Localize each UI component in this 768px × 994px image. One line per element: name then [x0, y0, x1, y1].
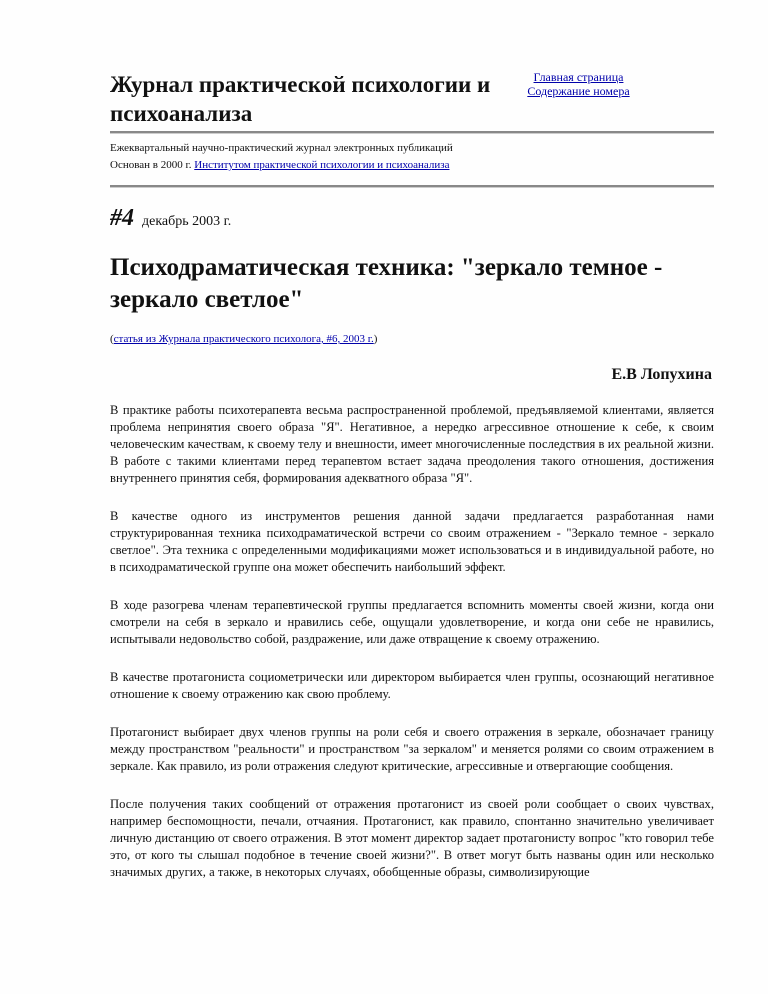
- article-source: [110, 333, 377, 345]
- journal-subtitle: Ежеквартальный научно-практический журнал электронных публикаций: [110, 142, 453, 154]
- institute-link[interactable]: Институтом практической психологии и психоанализа: [194, 159, 450, 171]
- issue-line: [110, 205, 231, 232]
- top-links: [510, 70, 647, 98]
- source-open-paren: (: [110, 333, 114, 345]
- founded-line: [110, 158, 449, 172]
- article-author: Е.В Лопухина: [611, 366, 712, 383]
- paragraph: В качестве одного из инструментов решения данной задачи предлагается разработанная нами структурированная техника психодраматической встречи со своим отражением - "Зеркало темное - зеркало светлое". Эта техника с определенными модификациями может использоваться и в индивидуальной работе, но в психодраматической группе она может обеспечить наибольший эффект.: [110, 509, 714, 574]
- paragraph: В практике работы психотерапевта весьма распространенной проблемой, предъявляемой клиентами, является проблема непринятия своего образа "Я". Негативное, а нередко агрессивное отношение к себе, к своим человеческим качествам, к своему телу и внешности, имеет многочисленные последствия в их реальной жизни. В работе с такими клиентами перед терапевтом встает задача преодоления такого отношения, достижения внутреннего принятия себя, формирования адекватного образа "Я".: [110, 403, 714, 485]
- home-link[interactable]: Главная страница: [533, 70, 624, 84]
- subheader-divider: [110, 185, 714, 188]
- founded-prefix: Основан в 2000 г.: [110, 159, 192, 171]
- paragraph: В ходе разогрева членам терапевтической группы предлагается вспомнить моменты своей жизни, когда они смотрели на себя в зеркало и нравились себе, ощущали удовлетворение, и когда они себе не нравились, испытывали недовольство собой, раздражение, или даже отвращение к своему отражению.: [110, 598, 714, 646]
- article-title: Психодраматическая техника: "зеркало темное - зеркало светлое": [110, 254, 663, 313]
- article-body: [110, 402, 714, 902]
- source-link[interactable]: статья из Журнала практического психолога, #6, 2003 г.: [113, 333, 374, 345]
- source-close-paren: ): [373, 333, 378, 345]
- journal-title: Журнал практической психологии и психоанализа: [110, 72, 491, 126]
- header-divider: [110, 131, 714, 134]
- paragraph: В качестве протагониста социометрически или директором выбирается член группы, осознающий негативное отношение к своему отражению как свою проблему.: [110, 670, 714, 701]
- paragraph: После получения таких сообщений от отражения протагонист из своей роли сообщает о своих чувствах, например беспомощности, печали, отчаяния. Протагонист, как правило, спонтанно значительно увеличивает личную дистанцию от своего отражения. В этот момент директор задает протагонисту вопрос "кто говорил тебе это, от кого ты слышал подобное в течение своей жизни?". В ответ могут быть названы один или несколько значимых других, а также, в некоторых случаях, обобщенные образы, символизирующие: [110, 797, 714, 879]
- issue-contents-link[interactable]: Содержание номера: [527, 84, 630, 98]
- issue-number: #4: [110, 205, 134, 231]
- issue-date: декабрь 2003 г.: [142, 214, 232, 229]
- paragraph: Протагонист выбирает двух членов группы на роли себя и своего отражения в зеркале, обозначает границу между пространством "реальности" и пространством "за зеркалом" и меняется ролями со своим отражением в зеркале. Как правило, из роли отражения следуют критические, агрессивные и отвергающие сообщения.: [110, 725, 714, 773]
